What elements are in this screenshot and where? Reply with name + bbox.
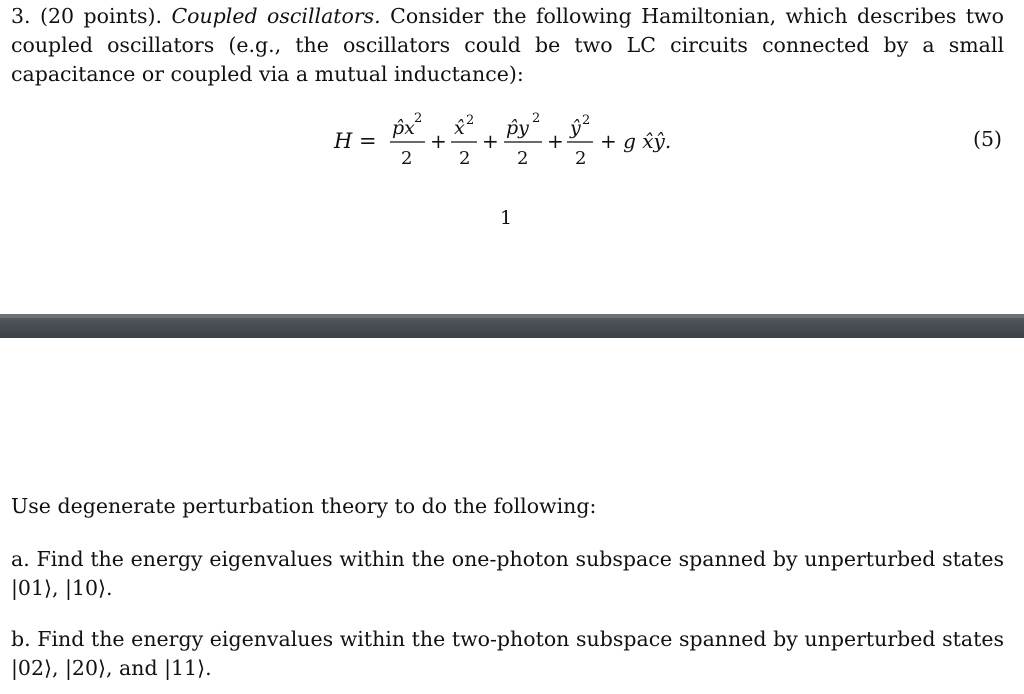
plus-2: + [482,129,499,153]
exponent-py: 2 [532,111,541,126]
problem-points: (20 points). [40,4,163,28]
hamiltonian-equation [0,100,1024,180]
problem-text: Consider the following Hamiltonian, which describes two coupled oscillators (e.g., the oscillators could be two LC circuits connected by a small capacitance or coupled via a mutual inductance): [11,4,1004,86]
problem-title: Coupled oscillators. [171,4,381,28]
page-number: 1 [500,207,513,229]
exponent-x: 2 [466,113,475,128]
equation-graphic [320,100,700,180]
denominator-4: 2 [575,148,587,169]
part-a-label: a. [11,547,30,571]
numerator-py: p̂y [506,117,529,139]
problem-number: 3. [11,4,31,28]
part-a-text: Find the energy eigenvalues within the one-photon subspace spanned by unperturbed states |01⟩, |10⟩. [11,547,1004,600]
page-divider [0,314,1024,338]
denominator-1: 2 [401,148,413,169]
denominator-2: 2 [459,148,471,169]
plus-1: + [430,129,447,153]
equation-number: (5) [972,127,1002,151]
page-divider-edge [0,314,1024,318]
instructions-intro: Use degenerate perturbation theory to do the following: [11,494,597,518]
numerator-px: p̂x [392,117,415,139]
numerator-y: ŷ [570,117,581,139]
equation-lhs: H = [334,129,377,153]
part-a [11,545,1004,603]
problem-statement [11,2,1004,89]
plus-3: + [547,129,564,153]
exponent-y: 2 [582,113,591,128]
numerator-x: x̂ [454,117,465,139]
part-b-text: Find the energy eigenvalues within the two-photon subspace spanned by unperturbed states |02⟩, |20⟩, and |11⟩. [11,627,1004,680]
part-b [11,625,1004,683]
denominator-3: 2 [517,148,529,169]
coupling-term: + g x̂ŷ. [600,129,672,153]
part-b-label: b. [11,627,31,651]
exponent-px: 2 [414,111,423,126]
